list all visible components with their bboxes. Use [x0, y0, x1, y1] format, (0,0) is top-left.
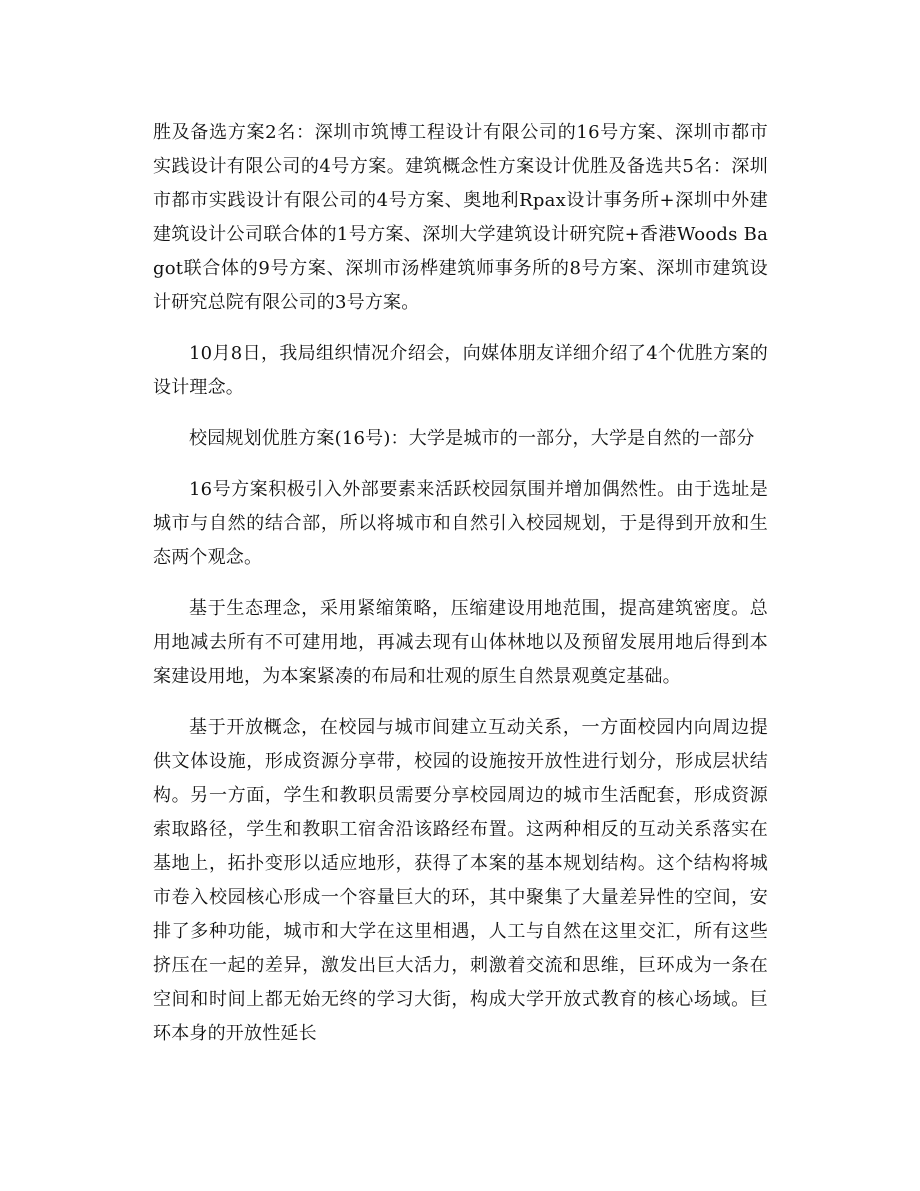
- paragraph-intro-winners: 胜及备选方案2名：深圳市筑博工程设计有限公司的16号方案、深圳市都市实践设计有限公司的4号方案。建筑概念性方案设计优胜及备选共5名：深圳市都市实践设计有限公司的4号方案、奥地利Rpax设计事务所+深圳中外建建筑设计公司联合体的1号方案、深圳大学建筑设计研究院+香港Woods Bagot联合体的9号方案、深圳市汤桦建筑师事务所的8号方案、深圳市建筑设计研究总院有限公司的3号方案。: [153, 122, 768, 313]
- paragraph-briefing: 10月8日，我局组织情况介绍会，向媒体朋友详细介绍了4个优胜方案的设计理念。: [153, 343, 768, 398]
- paragraph-ecology-concept: 基于生态理念，采用紧缩策略，压缩建设用地范围，提高建筑密度。总用地减去所有不可建用地，再减去现有山体林地以及预留发展用地后得到本案建设用地，为本案紧凑的布局和壮观的原生自然景观奠定基础。: [153, 598, 768, 687]
- document-body: [153, 116, 768, 1051]
- paragraph-scheme-16-overview: 16号方案积极引入外部要素来活跃校园氛围并增加偶然性。由于选址是城市与自然的结合部，所以将城市和自然引入校园规划，于是得到开放和生态两个观念。: [153, 479, 768, 568]
- paragraph-openness-concept: 基于开放概念，在校园与城市间建立互动关系，一方面校园内向周边提供文体设施，形成资源分享带，校园的设施按开放性进行划分，形成层状结构。另一方面，学生和教职员需要分享校园周边的城市生活配套，形成资源索取路径，学生和教职工宿舍沿该路经布置。这两种相反的互动关系落实在基地上，拓扑变形以适应地形，获得了本案的基本规划结构。这个结构将城市卷入校园核心形成一个容量巨大的环，其中聚集了大量差异性的空间，安排了多种功能，城市和大学在这里相遇，人工与自然在这里交汇，所有这些挤压在一起的差异，激发出巨大活力，刺激着交流和思维，巨环成为一条在空间和时间上都无始无终的学习大街，构成大学开放式教育的核心场域。巨环本身的开放性延长: [153, 717, 768, 1044]
- section-heading: 校园规划优胜方案(16号)：大学是城市的一部分，大学是自然的一部分: [189, 428, 755, 449]
